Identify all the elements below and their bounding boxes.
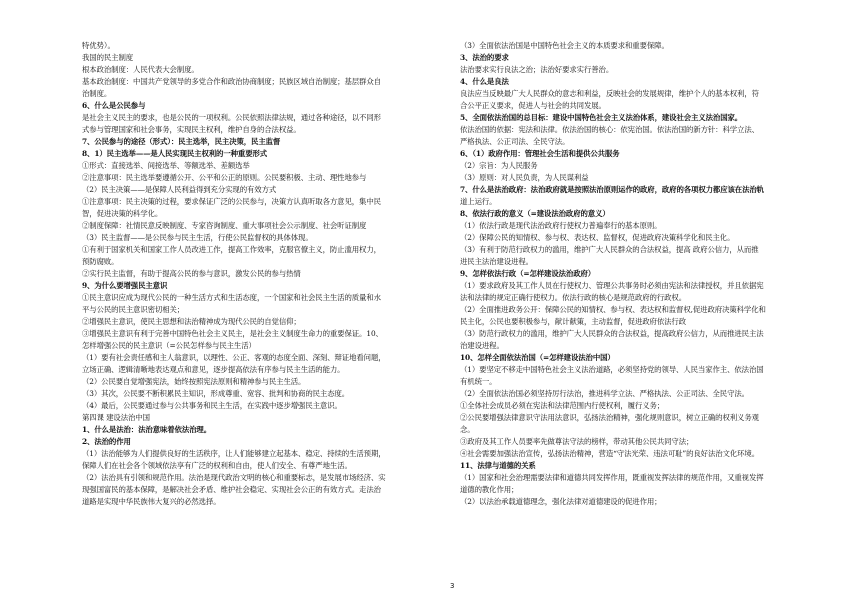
text-line: ③增强民主意识有利于完善中国特色社会主义民主，是社会主义制度生命力的重要保证。10、 — [82, 329, 383, 338]
text-line: 2、法治的作用 — [82, 437, 131, 446]
text-line: 根本政治制度：人民代表大会制度。 — [82, 65, 199, 74]
text-line: 3、法治的要求 — [460, 53, 509, 62]
text-line: （2）法治具有引领和规范作用。法治是现代政治文明的核心和重要标志，是发展市场经济、实 — [82, 473, 386, 482]
text-line: （3）有利于防范行政权力的滥用，维护广大人民群众的合法权益，提高 政府公信力，从而推 — [460, 245, 759, 254]
text-line: 9、为什么要增强民主意识 — [82, 281, 168, 290]
text-line: ③政府及其工作人员要率先做尊法守法的榜样，带动其他公民共同守法； — [460, 437, 694, 446]
text-line: （1）要有社会责任感和主人翁意识，以理性、公正、客观的态度全面、深刻、辩证地看问题， — [82, 353, 386, 362]
text-line: 9、怎样依法行政（=怎样建设法治政府） — [460, 269, 596, 278]
text-line: （3）其次，公民要不断积累民主知识，形成尊重、宽容、批判和协商的民主态度。 — [82, 389, 350, 398]
text-line: ②实行民主监督，有助于提高公民的参与意识，激发公民的参与热情 — [82, 269, 301, 278]
text-line: 治建设进程。 — [460, 341, 504, 350]
text-line: 4、什么是良法 — [460, 77, 509, 86]
text-line: 我国的民主制度 — [82, 53, 134, 62]
text-line: ①全体社会成员必须在宪法和法律范围内行使权利，履行义务； — [460, 401, 665, 410]
text-line: （1）依法行政是现代法治政府行使权力普遍奉行的基本原则。 — [460, 221, 662, 230]
text-line: 是社会主义民主的要求，也是公民的一项权利。公民依照法律法规，通过各种途径，以不同形 — [82, 113, 381, 122]
text-line: 8、1）民主选举——是人民实现民主权利的一种重要形式 — [82, 149, 268, 158]
text-line: （2）全面推进政务公开：保障公民的知情权、参与权、表达权和监督权,促进政府决策科学化和 — [460, 305, 766, 314]
text-line: 进民主法治建设进程。 — [460, 257, 533, 266]
text-line: ②增强民主意识，使民主思想和法治精神成为现代公民的自觉信仰； — [82, 317, 301, 326]
text-line: 6、什么是公民参与 — [82, 101, 146, 110]
text-line: （2）公民要自觉增强宪法，始终按照宪法原则和精神参与民主生活。 — [82, 377, 306, 386]
text-line: 7、什么是法治政府：法治政府就是按照法治原则运作的政府，政府的各项权力都应该在法治轨 — [460, 185, 764, 194]
text-line: 治制度。 — [82, 89, 112, 98]
text-line: （2）民主决策——是保障人民利益得到充分实现的有效方式 — [82, 185, 277, 194]
text-line: 11、法律与道德的关系 — [460, 461, 536, 470]
text-line: 合公平正义要求，促进人与社会的共同发展。 — [460, 101, 606, 110]
text-line: 式参与管理国家和社会事务，实现民主权利，维护自身的合法权益。 — [82, 125, 301, 134]
text-line: 立场正确、逻辑清晰地表达观点和意见，逐步提高依法有序参与民主生活的能力。 — [82, 365, 345, 374]
text-line: 5、全面依法治国的总目标：建设中国特色社会主义法治体系，建设社会主义法治国家。 — [460, 113, 743, 122]
text-line: （2）以法治承载道德理念，强化法律对道德建设的促进作用； — [460, 497, 662, 506]
text-line: ①注意事项：民主决策的过程，要求保证广泛的公民参与，决策方认真听取各方意见，集中民 — [82, 197, 381, 206]
text-line: 8、依法行政的意义（=建设法治政府的意义） — [460, 209, 610, 218]
text-line: （3）民主监督——是公民参与民主生活，行使公民监督权的具体体现。 — [82, 233, 313, 242]
text-line: （4）最后，公民要通过参与公共事务和民主生活，在实践中逐步增强民主意识。 — [82, 401, 342, 410]
text-line: （2）宗旨：为人民服务 — [460, 161, 538, 170]
page-number: 3 — [450, 582, 455, 590]
text-line: 预防腐败。 — [82, 257, 119, 266]
text-line: （1）要坚定不移走中国特色社会主义法治道路，必须坚持党的领导、人民当家作主、依法治国 — [460, 365, 764, 374]
text-line: 依法治国的依据：宪法和法律。依法治国的核心：依宪治国。依法治国的新方针：科学立法、 — [460, 125, 759, 134]
text-line: 念。 — [460, 425, 475, 434]
text-line: ①民主意识应成为现代公民的一种生活方式和生活态度，一个国家和社会民主生活的质量和水 — [82, 293, 381, 302]
text-line: 道上运行。 — [460, 197, 497, 206]
text-line: （2）保障公民的知情权、参与权、表达权、监督权，促进政府决策科学化和民主化。 — [460, 233, 735, 242]
text-line: 民主化，公民也要积极参与，献计献策，主动监督，促进政府依法行政 — [460, 317, 687, 326]
right-column — [460, 40, 824, 508]
text-line: ①形式：直接选举、间接选举、等额选举、差额选举 — [82, 161, 250, 170]
text-line: 严格执法、公正司法、全民守法。 — [460, 137, 570, 146]
text-line: 6、（1）政府作用：管理社会生活和提供公共服务 — [460, 149, 620, 158]
text-line: （3）全面依法治国是中国特色社会主义的本质要求和重要保障。 — [460, 41, 669, 50]
text-line: ②制度保障：社情民意反映制度、专家咨询制度、重大事项社会公示制度、社会听证制度 — [82, 221, 367, 230]
text-line: 法和法律的规定正确行使权力。依法行政的核心是规范政府的行政权。 — [460, 293, 687, 302]
text-line: 有机统一。 — [460, 377, 497, 386]
text-line: ①有利于国家机关和国家工作人员改进工作，提高工作效率，克服官僚主义，防止滥用权力， — [82, 245, 381, 254]
text-line: 智，促进决策的科学化。 — [82, 209, 163, 218]
text-line: 现强国富民的基本保障，是解决社会矛盾、维护社会稳定、实现社会公正的有效方式。走法治 — [82, 485, 381, 494]
text-line: 10、怎样全面依法治国（=怎样建设法治中国） — [460, 353, 615, 362]
text-line: ②公民要增强法律意识守法用法意识，弘扬法治精神，强化规则意识，树立正确的权利义务观 — [460, 413, 759, 422]
text-line: （1）国家和社会治理需要法律和道德共同发挥作用，既重视发挥法律的规范作用，又重视发挥 — [460, 473, 764, 482]
text-line: ④社会需要加强法治宣传，弘扬法治精神，营造“守法光荣、违法可耻”的良好法治文化环境。 — [460, 449, 759, 458]
left-column — [82, 40, 446, 508]
text-line: 特优势）。 — [82, 41, 115, 50]
text-line: 怎样增强公民的民主意识（=公民怎样参与民主生活） — [82, 341, 256, 350]
text-line: （2）全面依法治国必须坚持厉行法治，推进科学立法、严格执法、公正司法、全民守法。 — [460, 389, 749, 398]
text-line: （1）法治能够为人们提供良好的生活秩序，让人们能够建立起基本、稳定、持续的生活预期， — [82, 449, 386, 458]
text-line: 保障人们在社会各个领域依法享有广泛的权利和自由，使人们安全、有尊严地生活。 — [82, 461, 352, 470]
text-line: 法治要求实行良法之治；法治好要求实行善治。 — [460, 65, 614, 74]
text-line: 1、什么是法治：法治意味着依法治理。 — [82, 425, 211, 434]
text-line: 基本政治制度：中国共产党领导的多党合作和政治协商制度；民族区域自治制度；基层群众自 — [82, 77, 381, 86]
text-line: 平与公民的民主意识密切相关； — [82, 305, 185, 314]
text-line: 道德的教化作用； — [460, 485, 519, 494]
text-line: 道路是实现中华民族伟大复兴的必然选择。 — [82, 497, 221, 506]
text-line: ②注意事项：民主选举要遵循公开、公平和公正的原则。公民要积极、主动、理性地参与 — [82, 173, 367, 182]
text-line: 第四课 建设法治中国 — [82, 413, 150, 422]
text-line: 良法应当反映最广大人民群众的意志和利益，反映社会的发展规律，维护个人的基本权利，符 — [460, 89, 759, 98]
text-line: （1）要求政府及其工作人员在行使权力、管理公共事务时必须由宪法和法律授权，并且依据宪 — [460, 281, 764, 290]
text-line: （3）原则：对人民负责，为人民谋利益 — [460, 173, 589, 182]
text-line: （3）防范行政权力的滥用，维护广大人民群众的合法权益，提高政府公信力，从而推进民主法 — [460, 329, 764, 338]
text-line: 7、公民参与的途径（形式）：民主选举，民主决策，民主监督 — [82, 137, 281, 146]
